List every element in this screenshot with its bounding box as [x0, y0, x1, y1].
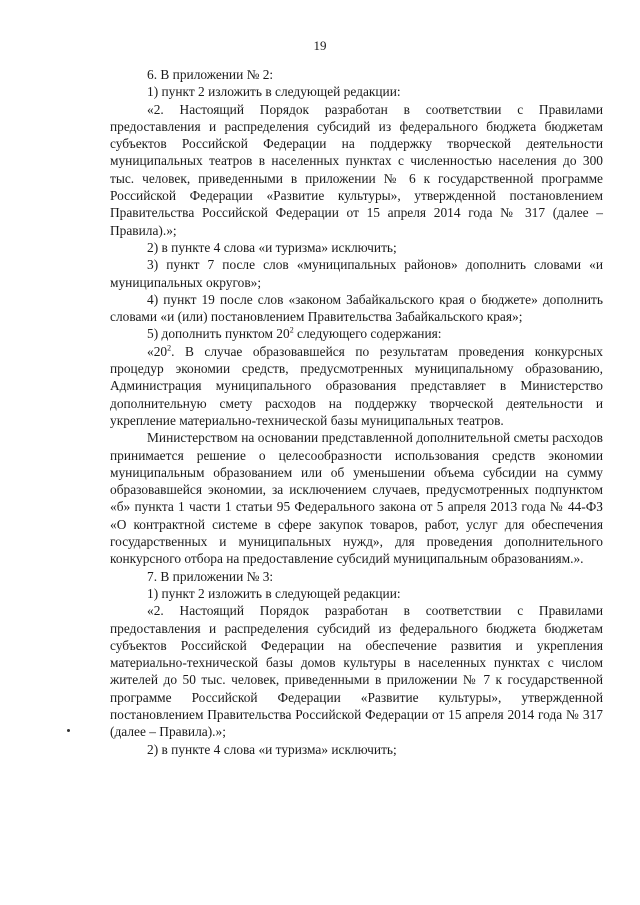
paragraph-item-5-text-after: следующего содержания:	[293, 326, 442, 342]
paragraph-item-2: 2) в пункте 4 слова «и туризма» исключить;	[147, 239, 397, 255]
paragraph-point-20-2	[110, 343, 603, 429]
paragraph-section-6-heading: 6. В приложении № 2:	[147, 67, 274, 82]
paragraph-point-20-2-text-after: . В случае образовавшейся по результатам проведения конкурсных процедур экономии средств, предусмотренных муниципальному образованию, Администрация муниципального образования представляет в Министерство дополнительную смету расходов на поддержку творческой деятельности и укрепление материально-технической базы муниципальных театров.	[110, 343, 603, 428]
paragraph-item-1: 1) пункт 2 изложить в следующей редакции:	[147, 84, 401, 100]
paragraph-item-5-superscript: 2	[289, 325, 294, 335]
paragraph-quote-point-2: «2. Настоящий Порядок разработан в соответствии с Правилами предоставления и распределения субсидий из федерального бюджета бюджетам субъектов Российской Федерации на поддержку творческой деятельности муниципальных театров в населенных пунктах с численностью населения до 300 тыс. человек, приведенными в приложении № 6 к государственной программе Российской Федерации «Развитие культуры», утвержденной постановлением Правительства Российской Федерации от 15 апреля 2014 года № 317 (далее – Правила).»;	[110, 101, 603, 238]
paragraph-item-3: 3) пункт 7 после слов «муниципальных районов» дополнить словами «и муниципальных округов»;	[110, 257, 603, 290]
paragraph-item-5	[110, 325, 603, 342]
paragraph-point-20-2-superscript: 2	[167, 343, 172, 353]
page-number: 19	[313, 38, 327, 53]
paragraph-point-20-2-text-before: «20	[147, 343, 168, 359]
paragraph-section-7-quote-point-2: «2. Настоящий Порядок разработан в соответствии с Правилами предоставления и распределения субсидий из федерального бюджета бюджетам субъектов Российской Федерации на обеспечение развития и укрепления материально-технической базы домов культуры в населенных пунктах с числом жителей до 50 тыс. человек, приведенными в приложении № 7 к государственной программе Российской Федерации «Развитие культуры», утвержденной постановлением Правительства Российской Федерации от 15 апреля 2014 года № 317 (далее – Правила).»;	[110, 603, 603, 740]
scan-speck	[67, 729, 70, 732]
paragraph-item-5-text-before: 5) дополнить пунктом 20	[147, 326, 290, 342]
paragraph-section-7-heading: 7. В приложении № 3:	[147, 568, 274, 584]
document-body	[110, 66, 603, 758]
paragraph-section-7-item-1: 1) пункт 2 изложить в следующей редакции:	[147, 585, 401, 601]
paragraph-ministry-decision: Министерством на основании представленной дополнительной сметы расходов принимается решение о целесообразности использования средств экономии муниципальным образованием или об уменьшении объема субсидии на сумму образовавшейся экономии, за исключением случаев, предусмотренных подпунктом «б» пункта 1 части 1 статьи 95 Федерального закона от 5 апреля 2013 года № 44-ФЗ «О контрактной системе в сфере закупок товаров, работ, услуг для обеспечения государственных и муниципальных нужд», для проведения дополнительного конкурсного отбора на предоставление субсидий муниципальным образованиям.».	[110, 430, 603, 567]
paragraph-item-4: 4) пункт 19 после слов «законом Забайкальского края о бюджете» дополнить словами «и (или) постановлением Правительства Забайкальского края»;	[110, 291, 603, 325]
paragraph-section-7-item-2: 2) в пункте 4 слова «и туризма» исключить;	[147, 741, 397, 757]
